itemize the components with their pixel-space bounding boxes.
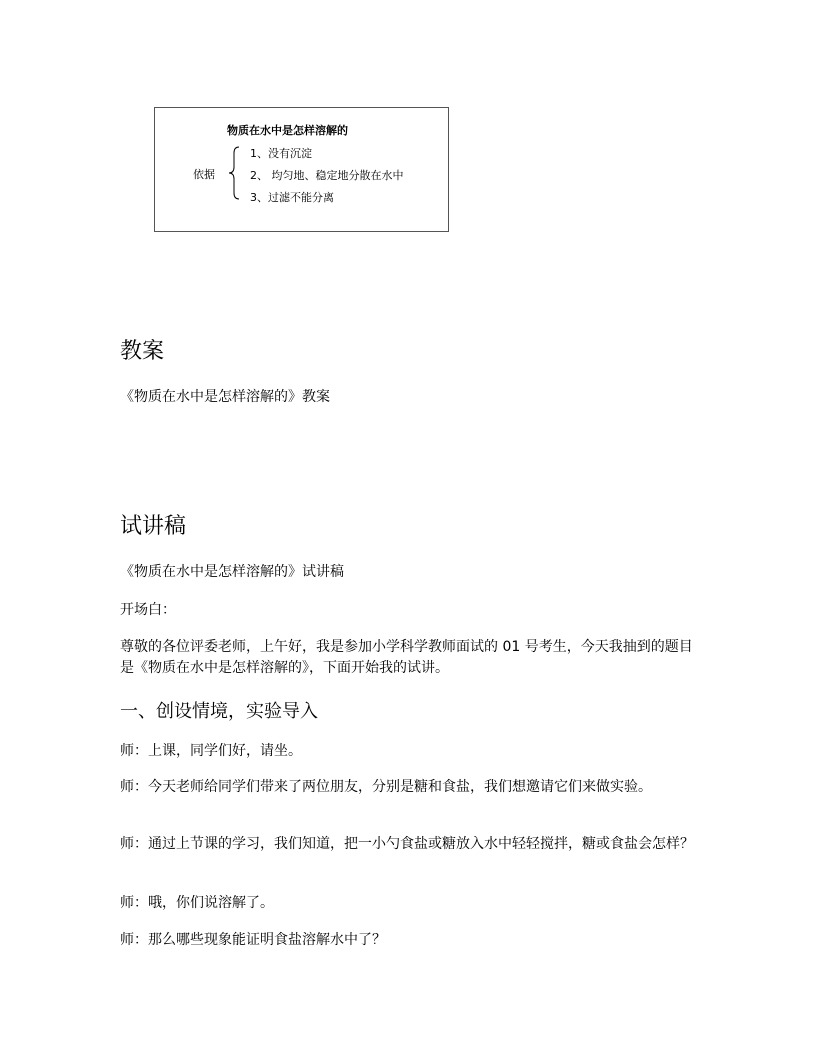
board-title: 物质在水中是怎样溶解的	[227, 124, 348, 137]
board-item: 1、没有沉淀	[250, 147, 312, 160]
opening-label: 开场白：	[120, 602, 176, 618]
lesson-plan-heading: 教案	[120, 339, 165, 364]
left-brace-icon	[227, 146, 243, 200]
dialogue-line: 师：今天老师给同学们带来了两位朋友，分别是糖和食盐，我们想邀请它们来做实验。	[120, 779, 652, 795]
board-label: 依据	[193, 168, 215, 181]
trial-script-title: 《物质在水中是怎样溶解的》试讲稿	[120, 564, 344, 580]
dialogue-line: 师：通过上节课的学习，我们知道，把一小勺食盐或糖放入水中轻轻搅拌，糖或食盐会怎样？	[120, 836, 694, 852]
blackboard-design-box	[154, 107, 449, 232]
section-heading: 一、创设情境，实验导入	[120, 701, 318, 722]
dialogue-line: 师：上课，同学们好，请坐。	[120, 743, 302, 759]
dialogue-line: 师：哦，你们说溶解了。	[120, 895, 274, 911]
board-item: 3、过滤不能分离	[250, 191, 334, 204]
lesson-plan-text: 《物质在水中是怎样溶解的》教案	[120, 389, 330, 405]
board-item: 2、 均匀地、稳定地分散在水中	[250, 169, 404, 182]
dialogue-line: 师：那么哪些现象能证明食盐溶解水中了？	[120, 932, 386, 948]
trial-script-heading: 试讲稿	[120, 514, 187, 539]
opening-paragraph: 尊敬的各位评委老师，上午好，我是参加小学科学教师面试的 01 号考生，今天我抽到的题目是《物质在水中是怎样溶解的》，下面开始我的试讲。	[120, 639, 693, 676]
